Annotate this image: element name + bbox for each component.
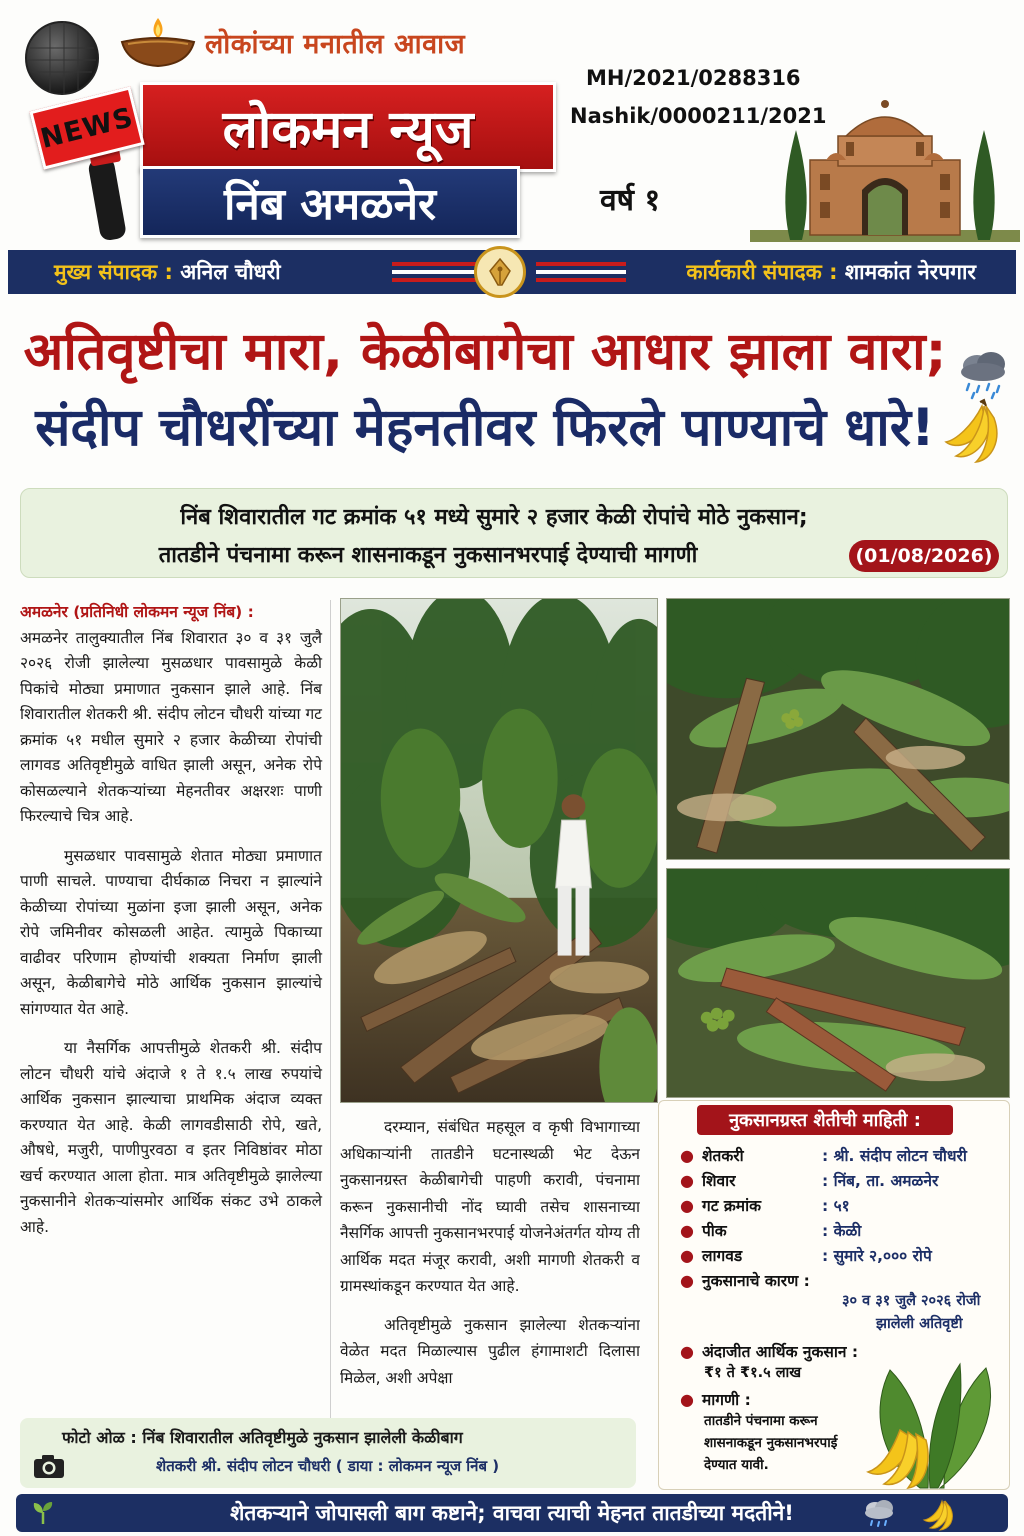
info-box-title: नुकसानग्रस्त शेतीची माहिती : (697, 1105, 953, 1135)
divider-stripes-left (392, 260, 482, 284)
paper-title: लोकमन न्यूज (222, 99, 474, 160)
subheadline-line-2: तातडीने पंचनामा करून शासनाकडून नुकसानभरपाई देण्याची मागणी (158, 543, 698, 568)
banana-bunch-illustration (860, 1360, 1010, 1490)
article-paragraph-5: अतिवृष्टीमुळे नुकसान झालेल्या शेतकऱ्यांना वेळेत मदत मिळाल्यास पुढील हंगामाशटी दिलासा मिळेल, अशी अपेक्षा (340, 1315, 640, 1387)
article-paragraph-2: मुसळधार पावसामुळे शेतात मोठ्या प्रमाणात पाणी साचले. पाण्याचा दीर्घकाळ निचरा न झाल्यांने केळीच्या रोपांच्या मुळांना इजा झाली असून, अनेक रोपे जमिनीवर कोसळली आहेत. त्यामुळे पिकाच्या वाढीवर परिणाम होण्यांची शक्यता निर्माण झाली असून, केळीबागेचे मोठे आर्थिक नुकसान झाल्यांचे सांगण्यात येत आहे. (20, 846, 322, 1018)
registration-number-1: MH/2021/0288316 (586, 66, 801, 90)
executive-editor (686, 258, 976, 286)
caption-line-2: शेतकरी श्री. संदीप लोटन चौधरी ( डाया : लोकमन न्यूज निंब ) (156, 1457, 500, 1475)
bullet-icon: ● (680, 1196, 694, 1215)
subheadline-line-1: निंब शिवारातील गट क्रमांक ५१ मध्ये सुमारे २ हजार केळी रोपांचे मोठे नुकसान; (180, 505, 808, 530)
camera-icon (32, 1452, 66, 1480)
info-row-plantation: ● लागवड : सुमारे २,००० रोपे (680, 1246, 932, 1265)
photo-caption (20, 1418, 636, 1488)
article-column-left (20, 600, 322, 1254)
diya-lamp-icon (118, 14, 198, 70)
info-row-demand: ● मागणी : (680, 1390, 751, 1409)
photo-fallen-banana-plants-2 (666, 868, 1010, 1098)
article-paragraph-3: या नैसर्गिक आपत्तीमुळे शेतकरी श्री. संदीप लोटन चौधरी यांचे अंदाजे १ ते १.५ लाख रुपयांचे आर्थिक नुकसान झाल्याचा प्राथमिक अंदाज व्यक्त करण्यात येत आहे. केळी लागवडीसाठी रोपे, खते, औषधे, मजुरी, पाणीपुरवठा व इतर निविष्ठांवर मोठा खर्च करण्यात आला होता. मात्र अतिवृष्टीमुळे झालेल्या नुकसानीने शेतकऱ्यांसमोर आर्थिक संकट उभे ठाकले आहे. (20, 1039, 322, 1236)
bullet-icon: ● (680, 1342, 694, 1361)
registration-number-2: Nashik/0000211/2021 (570, 104, 827, 128)
banana-icon (922, 1497, 958, 1531)
bullet-icon: ● (680, 1246, 694, 1265)
info-row-cause: ● नुकसानाचे कारण : (680, 1271, 810, 1290)
main-headline (20, 318, 950, 462)
info-row-crop: ● पीक : केळी (680, 1221, 862, 1240)
masthead (0, 0, 1024, 250)
info-demand-value: तातडीने पंचनामा करून शासनाकडून नुकसानभरपाई देण्यात यावी. (704, 1413, 838, 1473)
paper-title-banner (140, 82, 556, 172)
photo-fallen-banana-plants-1 (666, 598, 1010, 860)
photo-farmer-in-banana-field (340, 598, 658, 1103)
chief-editor (54, 258, 281, 286)
sprout-icon (30, 1500, 56, 1526)
article-paragraph-4: दरम्यान, संबंधित महसूल व कृषी विभागाच्या अधिकाऱ्यांनी तातडीने घटनास्थळी भेट देऊन नुकसानग्रस्त केळीबागेची पाहणी करावी, पंचनामा करून नुकसानीची नोंद घ्यावी तसेच शासनाच्या नैसर्गिक आपत्ती नुकसानभरपाई योजनेअंतर्गत योग्य ती आर्थिक मदत मंजूर करावी, अशी मागणी शेतकरी व ग्रामस्थांकडून करण्यात येत आहे. (340, 1118, 640, 1295)
bullet-icon: ● (680, 1171, 694, 1190)
bullet-icon: ● (680, 1271, 694, 1290)
fort-gate-image (750, 90, 1020, 242)
bullet-icon: ● (680, 1146, 694, 1165)
executive-editor-role: कार्यकारी संपादक : (686, 260, 838, 284)
article-paragraph-1: अमळनेर तालुक्यातील निंब शिवारात ३० व ३१ जुलै २०२६ रोजी झालेल्या मुसळधार पावसामुळे केळी पिकांचे मोठ्या प्रमाणात नुकसान झाले आहे. निंब शिवारातील शेतकरी श्री. संदीप लोटन चौधरी यांच्या गट क्रमांक ५१ मधील सुमारे २ हजार केळीच्या रोपांची लागवड अतिवृष्टीमुळे वाधित झाली असून, अनेक रोपे कोसळल्याने शेतकऱ्यांच्या मेहनतीवर अक्षरशः पाणी फिरल्याचे चित्र आहे. (20, 628, 322, 825)
footer-slogan: शेतकऱ्याने जोपासली बाग कष्टाने; वाचवा त्याची मेहनत तातडीच्या मदतीने! (230, 1501, 794, 1525)
bullet-icon: ● (680, 1221, 694, 1240)
volume-year: वर्ष १ (600, 183, 661, 218)
info-row-loss: ● अंदाजीत आर्थिक नुकसान : (680, 1342, 859, 1361)
rain-cloud-icon (862, 1497, 896, 1529)
article-dateline: अमळनेर (प्रतिनिधी लोकमन न्यूज निंब) : (20, 603, 254, 621)
publish-date: (01/08/2026) (849, 540, 999, 572)
banana-icon (942, 396, 1008, 466)
caption-line-1: फोटो ओळ : निंब शिवारातील अतिवृष्टीमुळे नुकसान झालेली केळीबाग (62, 1428, 463, 1447)
info-row-plot: ● गट क्रमांक : ५१ (680, 1196, 850, 1215)
bullet-icon: ● (680, 1390, 694, 1409)
edition-banner (140, 166, 520, 238)
headline-line-2: संदीप चौधरींच्या मेहनतीवर फिरले पाण्याचे धारे! (35, 398, 935, 458)
footer-slogan-bar (16, 1494, 1008, 1532)
edition-name: निंब अमळनेर (223, 179, 437, 230)
slogan: लोकांच्या मनातील आवाज (205, 29, 466, 60)
chief-editor-role: मुख्य संपादक : (54, 260, 173, 284)
headline-line-1: अतिवृष्टीचा मारा, केळीबागेचा आधार झाला वारा; (23, 322, 947, 382)
info-loss-value: ₹१ ते ₹१.५ लाख (704, 1365, 802, 1381)
article-column-middle (340, 1114, 640, 1414)
pen-nib-icon (474, 246, 526, 298)
rain-cloud-icon (955, 344, 1011, 400)
executive-editor-name: शामकांत नेरपगार (844, 260, 976, 284)
info-row-farmer: ● शेतकरी : श्री. संदीप लोटन चौधरी (680, 1146, 967, 1165)
info-cause-value: ३० व ३१ जुलै २०२६ रोजी झालेली अतिवृष्टी (842, 1293, 981, 1332)
divider-stripes-right (536, 260, 626, 284)
info-row-village: ● शिवार : निंब, ता. अमळनेर (680, 1171, 939, 1190)
news-tag-label: NEWS (37, 101, 137, 155)
column-divider (330, 600, 331, 1420)
chief-editor-name: अनिल चौधरी (180, 260, 281, 284)
